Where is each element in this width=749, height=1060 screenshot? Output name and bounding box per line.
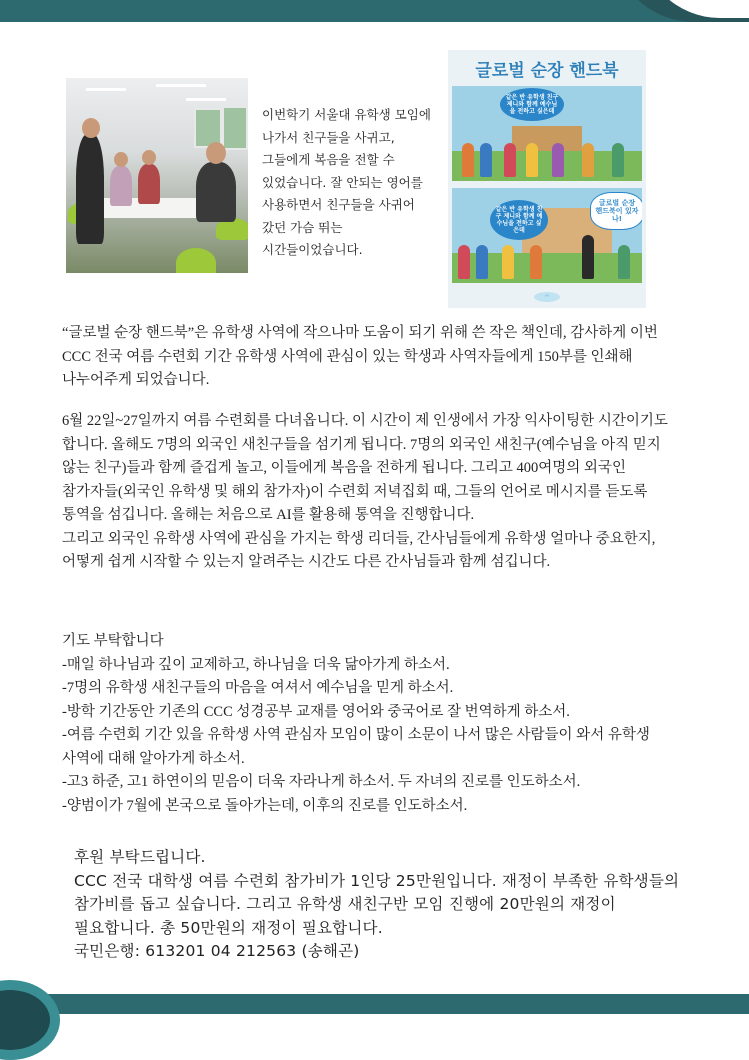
- prayer-heading: 기도 부탁합니다: [62, 633, 164, 649]
- ccc-logo: ◠: [534, 292, 560, 302]
- figure: [502, 245, 514, 279]
- figure: [530, 245, 542, 279]
- retreat-paragraph-2: 그리고 외국인 유학생 사역에 관심을 가지는 학생 리더들, 간사님들에게 유학생 얼마나 중요한지, 어떻게 쉽게 시작할 수 있는지 알려주는 시간도 다른 간사님들과 함께 섬깁니다.: [62, 530, 656, 570]
- speech-bubble: 글로벌 순장 핸드북이 있자나!: [590, 192, 642, 230]
- prayer-item: -7명의 유학생 새친구들의 마음을 여셔서 예수님을 믿게 하소서.: [62, 680, 454, 696]
- person: [138, 164, 160, 204]
- retreat-paragraph-1: 6월 22일~27일까지 여름 수련회를 다녀옵니다. 이 시간이 제 인생에서 가장 익사이팅한 시간이기도 합니다. 올해도 7명의 외국인 새친구들을 섬기게 됩니다. 7명의 외국인 새친구(예수님을 아직 믿지 않는 친구)들과 함께 즐겁게 놀고, 이들에게 복음을 전하게 됩니다. 그리고 400여명의 외국인 참가자들(외국인 유학생 및 해외 참가자)이 수련회 저녁집회 때, 그들의 언어로 메시지를 듣도록 통역을 섬깁니다. 올해는 처음으로 AI를 활용해 통역을 진행합니다.: [62, 413, 668, 523]
- support-section: [74, 846, 694, 964]
- figure: [582, 235, 594, 279]
- bank-account: 국민은행: 613201 04 212563 (송해곤): [74, 942, 360, 960]
- handbook-panel-bottom: [452, 188, 642, 283]
- person-head: [114, 152, 128, 167]
- support-heading: 후원 부탁드립니다.: [74, 848, 206, 866]
- figure: [582, 143, 594, 177]
- speech-bubble: 같은 반 유학생 친구 제니와 함께 예수님을 전하고 싶은데: [500, 88, 564, 121]
- handbook-cover: [448, 50, 646, 308]
- figure: [526, 143, 538, 177]
- person: [196, 162, 236, 222]
- figure: [612, 143, 624, 177]
- top-decor-band: [0, 0, 749, 22]
- person-head: [142, 150, 156, 165]
- photo-caption: 이번학기 서울대 유학생 모임에 나가서 친구들을 사귀고, 그들에게 복음을 전할 수 있었습니다. 잘 안되는 영어를 사용하면서 친구들을 사귀어 갔던 가슴 뛰는 시간들이었습니다.: [262, 107, 431, 257]
- retreat-section: [62, 410, 680, 575]
- figure: [618, 245, 630, 279]
- person: [76, 134, 104, 244]
- support-body: CCC 전국 대학생 여름 수련회 참가비가 1인당 25만원입니다. 재정이 부족한 유학생들의 참가비를 돕고 싶습니다. 그리고 유학생 새친구반 모임 진행에 20만원의 재정이 필요합니다. 총 50만원의 재정이 필요합니다.: [74, 871, 680, 937]
- figure: [480, 143, 492, 177]
- figure: [552, 143, 564, 177]
- figure: [462, 143, 474, 177]
- prayer-item: -고3 하준, 고1 하연이의 믿음이 더욱 자라나게 하소서. 두 자녀의 진로를 인도하소서.: [62, 774, 581, 790]
- ceiling-light: [86, 88, 126, 91]
- prayer-item: -여름 수련회 기간 있을 유학생 사역 관심자 모임이 많이 소문이 나서 많은 사람들이 와서 유학생 사역에 대해 알아가게 하소서.: [62, 727, 650, 767]
- prayer-item: -양범이가 7월에 본국으로 돌아가는데, 이후의 진로를 인도하소서.: [62, 797, 468, 814]
- prayer-item: -방학 기간동안 기존의 CCC 성경공부 교재를 영어와 중국어로 잘 번역하게 하소서.: [62, 703, 570, 720]
- prayer-item: -매일 하나님과 깊이 교제하고, 하나님을 더욱 닮아가게 하소서.: [62, 656, 450, 673]
- person-head: [206, 142, 226, 164]
- ceiling-light: [186, 98, 226, 101]
- prayer-section: [62, 630, 680, 818]
- person: [110, 166, 132, 206]
- figure: [476, 245, 488, 279]
- chair: [176, 248, 216, 273]
- intro-text: “글로벌 순장 핸드북”은 유학생 사역에 작으나마 도움이 되기 위해 쓴 작은 책인데, 감사하게 이번 CCC 전국 여름 수련회 기간 유학생 사역에 관심이 있는 학생과 사역자들에게 150부를 인쇄해 나누어주게 되었습니다.: [62, 325, 658, 388]
- figure: [504, 143, 516, 177]
- bottom-decor-band: [0, 994, 749, 1014]
- handbook-panel-top: [452, 86, 642, 181]
- window: [222, 106, 248, 150]
- student-meeting-photo: [66, 78, 248, 273]
- speech-bubble: 같은 반 유학생 친구 제니와 함께 예수님을 전하고 싶은데: [490, 200, 548, 240]
- intro-paragraph: [62, 322, 680, 393]
- ceiling-light: [156, 84, 206, 87]
- figure: [458, 245, 470, 279]
- person-head: [82, 118, 100, 138]
- handbook-title: 글로벌 순장 핸드북: [475, 61, 619, 81]
